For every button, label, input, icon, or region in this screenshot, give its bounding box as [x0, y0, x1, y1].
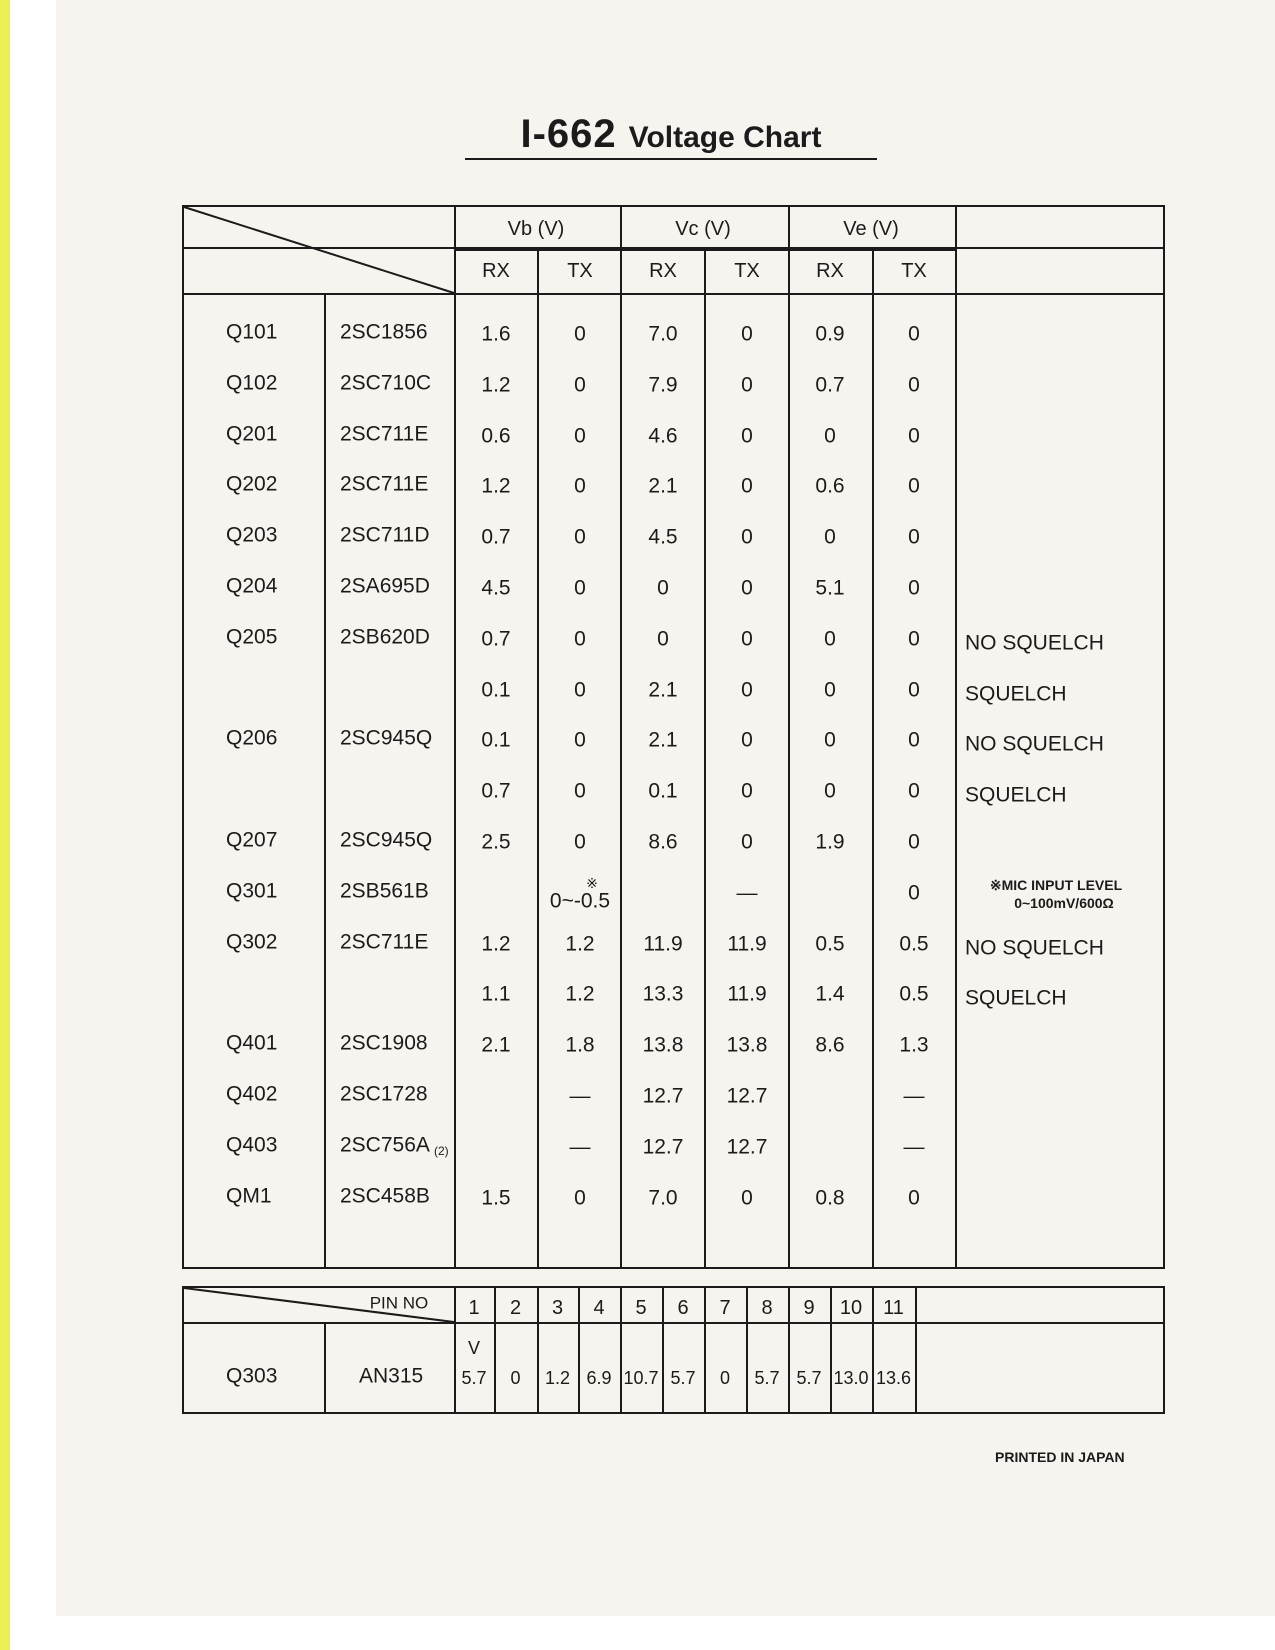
voltage-table [182, 205, 1165, 1269]
voltage-value: — [903, 1135, 925, 1159]
pin-divider [788, 1288, 790, 1414]
voltage-value: 0 [908, 424, 920, 448]
voltage-value: — [569, 1135, 591, 1159]
row-part: 2SB561B [340, 879, 429, 903]
voltage-value: 5.1 [815, 576, 845, 600]
voltage-value: 13.8 [726, 1033, 768, 1057]
row-part: 2SC458B [340, 1184, 430, 1208]
voltage-value: 4.5 [481, 576, 511, 600]
squelch-condition: SQUELCH [965, 682, 1067, 706]
column-divider [704, 249, 706, 1269]
voltage-value: 4.5 [648, 525, 678, 549]
voltage-value: 1.3 [899, 1033, 929, 1057]
printed-in-japan: PRINTED IN JAPAN [995, 1449, 1125, 1465]
column-divider [537, 249, 539, 1269]
squelch-condition: NO SQUELCH [965, 732, 1104, 756]
voltage-value: 1.2 [481, 474, 511, 498]
pin-voltage: 5.7 [754, 1368, 780, 1388]
pin-divider [662, 1288, 664, 1414]
voltage-value: 0 [908, 779, 920, 803]
voltage-value: 7.9 [648, 373, 678, 397]
pin-divider [620, 1288, 622, 1414]
pin-ref: Q303 [226, 1364, 278, 1388]
voltage-value: 0.8 [815, 1186, 845, 1210]
voltage-value: 7.0 [648, 1186, 678, 1210]
pin-voltage: 0 [719, 1368, 731, 1388]
sub-header: TX [901, 260, 927, 282]
voltage-value: 8.6 [648, 830, 678, 854]
row-part: 2SC945Q [340, 726, 433, 750]
header-diagonal-line [184, 207, 454, 293]
sub-header: RX [482, 260, 510, 282]
voltage-value: 0 [574, 1186, 586, 1210]
pin-divider [494, 1288, 496, 1414]
pin-divider [704, 1288, 706, 1414]
row-ref: Q207 [226, 828, 278, 852]
row-part: 2SC711D [340, 523, 430, 547]
voltage-value: 0.6 [815, 474, 845, 498]
voltage-value: 1.6 [481, 322, 511, 346]
voltage-value: 0.7 [481, 525, 511, 549]
pin-number: 8 [761, 1297, 773, 1319]
row-part: 2SA695D [340, 574, 430, 598]
pin-divider [872, 1288, 874, 1414]
pin-voltage: 13.6 [875, 1368, 912, 1388]
row-ref: Q302 [226, 930, 278, 954]
voltage-unit: V [467, 1338, 481, 1358]
voltage-value: 0 [741, 627, 753, 651]
voltage-value: 0 [741, 424, 753, 448]
pin-voltage: 10.7 [623, 1368, 659, 1388]
row-part: 2SC711E [340, 422, 429, 446]
voltage-value: 0 [741, 1186, 753, 1210]
voltage-value: 0 [908, 1186, 920, 1210]
voltage-value: 0 [908, 627, 920, 651]
pin-part: AN315 [359, 1364, 424, 1388]
pin-divider [746, 1288, 748, 1414]
pin-divider [537, 1288, 539, 1414]
voltage-value: 0 [824, 728, 836, 752]
pin-number: 7 [719, 1297, 731, 1319]
voltage-value: 1.9 [815, 830, 845, 854]
column-divider [955, 207, 957, 1269]
row-part: 2SC711E [340, 930, 429, 954]
voltage-value: 0.1 [481, 728, 511, 752]
pin-divider [454, 1288, 456, 1414]
row-ref: Q402 [226, 1082, 278, 1106]
row-ref: Q401 [226, 1031, 278, 1055]
row-ref: QM1 [226, 1184, 272, 1208]
voltage-value: 0 [574, 474, 586, 498]
voltage-value: 0 [908, 525, 920, 549]
row-ref: Q301 [226, 879, 278, 903]
voltage-value: 0 [824, 525, 836, 549]
voltage-value: 12.7 [726, 1135, 768, 1159]
row-part: 2SC711E [340, 472, 429, 496]
voltage-value: 2.1 [648, 728, 678, 752]
row-part: 2SC1908 [340, 1031, 428, 1055]
title-text: Voltage Chart [628, 121, 822, 154]
voltage-value: 7.0 [648, 322, 678, 346]
scan-edge [0, 0, 10, 1650]
row-ref: Q203 [226, 523, 278, 547]
voltage-value: 0 [657, 576, 669, 600]
voltage-value: 11.9 [727, 982, 767, 1006]
voltage-value: 2.1 [648, 678, 678, 702]
pin-divider [915, 1288, 917, 1414]
sub-header: TX [567, 260, 593, 282]
voltage-value: 0 [574, 525, 586, 549]
voltage-value: 0.5 [899, 932, 929, 956]
voltage-value: 2.1 [648, 474, 678, 498]
voltage-value: 0 [574, 627, 586, 651]
voltage-value: — [736, 881, 758, 905]
row-ref: Q202 [226, 472, 278, 496]
voltage-value: 0 [908, 678, 920, 702]
row-ref: Q205 [226, 625, 278, 649]
row-part: 2SB620D [340, 625, 430, 649]
group-header: Vc (V) [675, 218, 731, 240]
column-divider [324, 293, 326, 1269]
voltage-value: 0 [574, 424, 586, 448]
row-ref: Q201 [226, 422, 278, 446]
voltage-value: 1.4 [815, 982, 845, 1006]
voltage-value: 0 [741, 779, 753, 803]
voltage-value: 13.3 [642, 982, 684, 1006]
row-ref: Q204 [226, 574, 278, 598]
voltage-value: 0.6 [481, 424, 511, 448]
voltage-value: 12.7 [726, 1084, 768, 1108]
part-suffix: (2) [434, 1143, 449, 1158]
pin-number: 2 [509, 1297, 522, 1319]
voltage-value: 12.7 [642, 1084, 684, 1108]
pin-divider [830, 1288, 832, 1414]
pin-voltage: 6.9 [586, 1368, 612, 1388]
footnote-mark: ※ [586, 874, 598, 891]
voltage-value: 0 [741, 474, 753, 498]
header-diagonal [184, 207, 454, 295]
voltage-value: 0.1 [648, 779, 678, 803]
voltage-value: 0 [908, 830, 920, 854]
voltage-value: — [903, 1084, 925, 1108]
title-model: I-662 [520, 112, 617, 156]
voltage-value: 2.1 [481, 1033, 511, 1057]
group-header: Vb (V) [507, 218, 565, 240]
pin-voltage: 13.0 [833, 1368, 869, 1388]
voltage-value: 0.7 [815, 373, 845, 397]
row-part: 2SC1856 [340, 320, 428, 344]
pin-number: 4 [593, 1297, 605, 1319]
voltage-value: 1.2 [565, 982, 595, 1006]
voltage-value: 0 [574, 779, 586, 803]
voltage-value: 8.6 [815, 1033, 845, 1057]
voltage-value: 4.6 [648, 424, 678, 448]
pin-no-label: PIN NO [369, 1293, 429, 1313]
pin-voltage: 5.7 [461, 1368, 487, 1388]
column-divider [620, 207, 622, 1269]
pin-voltage-table [182, 1286, 1165, 1414]
voltage-value: 0 [824, 627, 836, 651]
group-header: Ve (V) [843, 218, 899, 240]
row-part: 2SC945Q [340, 828, 433, 852]
voltage-value: 1.2 [565, 932, 595, 956]
pin-voltage: 0 [510, 1368, 521, 1388]
voltage-value: 2.5 [481, 830, 511, 854]
voltage-value: 0 [741, 830, 753, 854]
voltage-value: 0 [908, 474, 920, 498]
voltage-value: 0 [574, 728, 586, 752]
voltage-value: 0 [824, 779, 836, 803]
sub-header: RX [816, 260, 844, 282]
voltage-value: 1.5 [481, 1186, 511, 1210]
row-part: 2SC710C [340, 371, 432, 395]
header-divider [454, 249, 955, 251]
voltage-value: 0 [574, 373, 586, 397]
row-part: 2SC1728 [340, 1082, 428, 1106]
pin-divider [578, 1288, 580, 1414]
pin-voltage: 1.2 [544, 1368, 571, 1388]
column-divider [788, 207, 790, 1269]
squelch-condition: NO SQUELCH [965, 936, 1104, 960]
column-divider [454, 207, 456, 1269]
row-ref: Q102 [226, 371, 278, 395]
voltage-value: 1.1 [481, 982, 511, 1006]
voltage-value: 0 [824, 424, 836, 448]
squelch-condition: SQUELCH [965, 783, 1067, 807]
voltage-value: 11.9 [727, 932, 767, 956]
voltage-value: 0 [741, 322, 753, 346]
pin-number: 10 [839, 1297, 863, 1319]
voltage-value: — [569, 1084, 591, 1108]
voltage-value: 1.2 [481, 373, 511, 397]
voltage-value: 0 [908, 881, 920, 905]
row-ref: Q206 [226, 726, 278, 750]
pin-number: 6 [677, 1297, 689, 1319]
voltage-value: 0 [824, 678, 836, 702]
squelch-condition: NO SQUELCH [965, 631, 1104, 655]
voltage-value: 0 [908, 728, 920, 752]
row-ref: Q101 [226, 320, 278, 344]
pin-number: 5 [635, 1297, 647, 1319]
voltage-value: 0.7 [481, 779, 511, 803]
voltage-value: 11.9 [643, 932, 683, 956]
sub-header: RX [649, 260, 677, 282]
pin-number: 1 [468, 1297, 480, 1319]
pin-divider [324, 1322, 326, 1414]
voltage-value: 0~-0.5 [549, 889, 611, 913]
voltage-value: 1.2 [481, 932, 511, 956]
voltage-value: 0 [741, 373, 753, 397]
voltage-value: 0 [574, 576, 586, 600]
sub-header: TX [734, 260, 760, 282]
voltage-value: 0 [741, 678, 753, 702]
voltage-value: 0.9 [815, 322, 845, 346]
pin-voltage: 5.7 [670, 1368, 696, 1388]
voltage-value: 0 [574, 322, 586, 346]
voltage-value: 0 [657, 627, 669, 651]
row-ref: Q403 [226, 1133, 278, 1157]
pin-number: 9 [803, 1297, 815, 1319]
voltage-value: 0 [741, 728, 753, 752]
voltage-value: 0.5 [899, 982, 929, 1006]
voltage-value: 0 [908, 322, 920, 346]
page-title [465, 112, 877, 160]
voltage-value: 12.7 [642, 1135, 684, 1159]
pin-voltage: 5.7 [796, 1368, 822, 1388]
squelch-condition: SQUELCH [965, 986, 1067, 1010]
voltage-value: 0.1 [481, 678, 511, 702]
voltage-value: 0.7 [481, 627, 511, 651]
mic-note-line2: 0~100mV/600Ω [1014, 894, 1114, 911]
pin-number: 3 [551, 1297, 564, 1319]
voltage-value: 0 [741, 525, 753, 549]
mic-note-line1: ※MIC INPUT LEVEL [989, 876, 1123, 893]
column-divider [872, 249, 874, 1269]
voltage-value: 0.5 [815, 932, 845, 956]
voltage-value: 1.8 [565, 1033, 595, 1057]
voltage-value: 0 [574, 678, 586, 702]
voltage-value: 0 [741, 576, 753, 600]
voltage-value: 0 [908, 373, 920, 397]
voltage-value: 0 [574, 830, 586, 854]
voltage-value: 0 [908, 576, 920, 600]
row-part: 2SC756A [340, 1133, 430, 1157]
voltage-value: 13.8 [642, 1033, 684, 1057]
pin-number: 11 [883, 1297, 904, 1319]
